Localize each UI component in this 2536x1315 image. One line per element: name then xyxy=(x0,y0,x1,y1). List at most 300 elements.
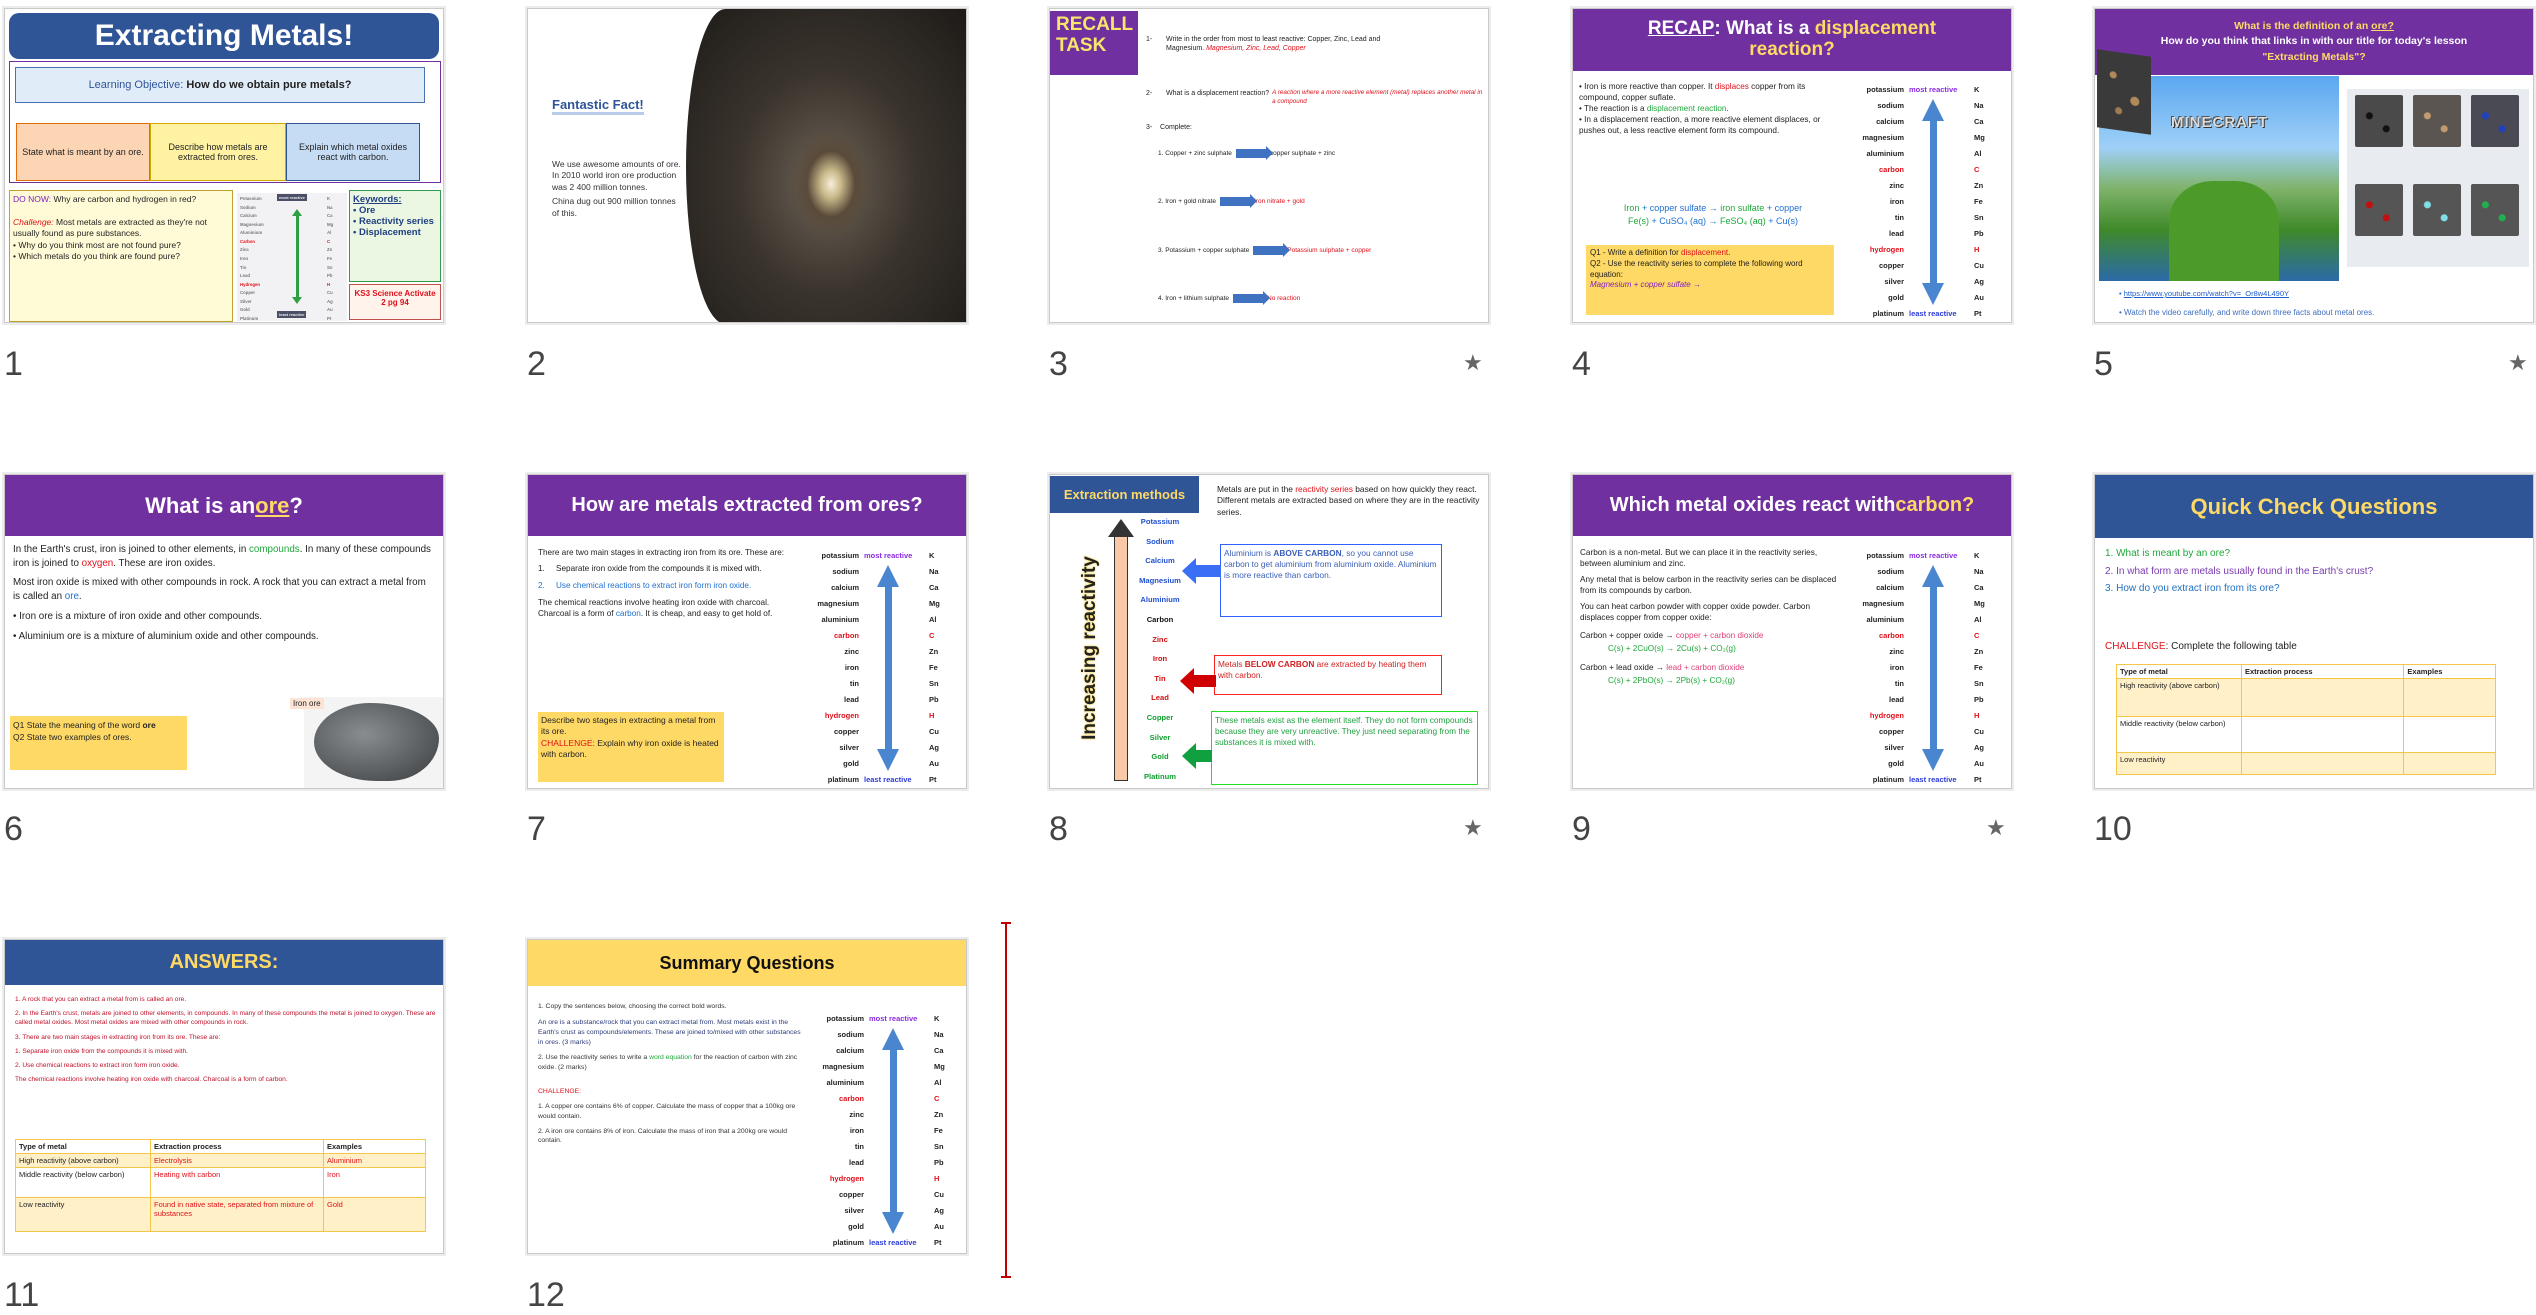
cell: Heating with carbon xyxy=(151,1168,324,1198)
symbol-equation: C(s) + 2CuO(s) → 2Cu(s) + CO₂(g) xyxy=(1608,644,1736,654)
up-arrow-icon xyxy=(877,565,899,587)
slide-thumbnail-9[interactable] xyxy=(1572,474,2012,789)
title-part: "Extracting Metals"? xyxy=(2262,50,2366,63)
text: for the reaction of carbon with zinc oxide. (2 marks) xyxy=(538,1054,798,1072)
metal-symbol: Mg xyxy=(1974,599,1985,608)
metal-name: aluminium xyxy=(826,1078,864,1087)
table-row xyxy=(2117,679,2496,717)
most-reactive-label: most reactive xyxy=(1909,85,1958,94)
eq-part: → xyxy=(1708,203,1718,213)
slide-number: 3 xyxy=(1049,345,1068,383)
outcome-1 xyxy=(16,123,150,181)
metal-name: tin xyxy=(1894,213,1904,222)
metal-name: gold xyxy=(1888,759,1904,768)
metal-name: lead xyxy=(1888,229,1904,238)
cell: High reactivity (above carbon) xyxy=(2117,679,2242,717)
bullet: • In a displacement reaction, a more reactive element displaces, or pushes out, a less reactive element form its compound. xyxy=(1579,115,1821,136)
metal-name: Tin xyxy=(240,264,247,270)
text: compounds xyxy=(249,544,300,555)
title-part: displacement xyxy=(1814,18,1937,40)
slide-number: 12 xyxy=(527,1276,565,1314)
metal-symbol: Ag xyxy=(1974,743,1984,752)
animation-star-icon[interactable]: ★ xyxy=(1463,815,1483,840)
metal-name: aluminium xyxy=(821,615,859,624)
cell xyxy=(2242,717,2404,753)
column-header: Examples xyxy=(324,1140,426,1154)
keyword-text: Displacement xyxy=(358,227,421,238)
title-part: What is an xyxy=(145,492,256,518)
metal-name: Aluminium xyxy=(240,230,263,236)
metal-symbol: Zn xyxy=(327,247,333,253)
text: Q2 - Use the reactivity series to complete the following word equation: xyxy=(1590,258,1803,279)
animation-star-icon[interactable]: ★ xyxy=(1463,350,1483,375)
outcome-2 xyxy=(150,123,286,181)
question-text: What is a displacement reaction? xyxy=(1166,90,1270,97)
metal-symbol: Zn xyxy=(1974,181,1984,190)
text: Magnesium + copper sulfate → xyxy=(1590,280,1701,290)
double-arrow-shaft xyxy=(890,1044,897,1220)
text: . In many of these compounds iron is joined to xyxy=(13,544,431,569)
metal-symbol: Ca xyxy=(929,583,939,592)
cell xyxy=(2404,679,2496,717)
eq-part: + copper xyxy=(1766,203,1803,213)
slide-title: Quick Check Questions xyxy=(2095,475,2533,538)
metal-name: Potassium xyxy=(240,196,262,201)
challenge-text: Most metals are extracted as they're not usually found as pure substances. xyxy=(13,216,207,239)
reactants: 4. Iron + lithium sulphate xyxy=(1158,295,1229,303)
eq-part: + copper sulfate xyxy=(1641,203,1707,213)
diamond-ore-icon xyxy=(2413,184,2461,236)
up-arrow-icon xyxy=(1108,519,1134,537)
metal-symbol: C xyxy=(1974,165,1980,174)
metal-name: Iron xyxy=(240,256,249,261)
video-link[interactable]: https://www.youtube.com/watch?v=_Or8w4L490Y xyxy=(2123,289,2290,298)
answer-text: A reaction where a more reactive element (metal) replaces another metal in a compound xyxy=(1272,89,1483,105)
cell: Low reactivity xyxy=(2117,753,2242,775)
metal-name: Carbon xyxy=(1146,615,1174,624)
text: reactivity series xyxy=(1295,484,1353,494)
metal-name: Carbon xyxy=(240,238,256,244)
metal-symbol: Pb xyxy=(327,273,333,279)
slide-number: 9 xyxy=(1572,810,1591,848)
challenge-label: CHALLENGE: xyxy=(541,737,595,748)
text: Metals are put in the xyxy=(1217,484,1296,494)
metal-name: Copper xyxy=(240,290,256,296)
text: Most iron oxide is mixed with other compounds in rock. A rock that you can extract a metal from is called an xyxy=(13,577,426,603)
metal-name: Calcium xyxy=(1145,556,1175,566)
metal-symbol: Pt xyxy=(929,775,937,784)
equation-4 xyxy=(1158,294,1300,303)
text: Aluminium is xyxy=(1224,548,1274,558)
insertion-cursor xyxy=(1005,922,1007,1278)
metal-name: hydrogen xyxy=(1869,711,1904,720)
text: In the Earth's crust, iron is joined to other elements, in xyxy=(13,544,250,555)
metal-symbol: Al xyxy=(1974,149,1982,158)
bullet: • Why do you think most are not found pure? xyxy=(13,239,181,250)
up-arrow-icon xyxy=(1922,565,1944,587)
answer-text: Iron nitrate + gold xyxy=(1254,198,1305,206)
green-arrow-head xyxy=(1182,743,1196,769)
slide-title: ANSWERS: xyxy=(5,940,443,985)
green-arrow-icon xyxy=(1196,750,1212,762)
most-reactive-label: most reactive xyxy=(279,195,305,200)
metal-symbol: Pt xyxy=(1974,309,1982,318)
eq-part: + CuSO₄ (aq) xyxy=(1651,215,1706,226)
keyword: • Displacement xyxy=(353,227,421,238)
metal-name: Aluminium xyxy=(1140,595,1180,605)
iron-ore-image xyxy=(304,697,444,789)
most-reactive-label: most reactive xyxy=(1909,551,1958,560)
blue-arrow-head xyxy=(1182,558,1196,584)
eq-part: → xyxy=(1708,215,1718,226)
metal-name: platinum xyxy=(827,775,859,784)
metal-name: hydrogen xyxy=(824,711,859,720)
metal-symbol: Au xyxy=(934,1222,944,1231)
metal-name: copper xyxy=(833,727,859,736)
challenge xyxy=(2105,641,2297,652)
metal-symbol: Al xyxy=(934,1078,942,1087)
question-number: 2- xyxy=(1146,90,1153,97)
text: , so you cannot use carbon to get aluminium from aluminium oxide. Aluminium is more reactive than carbon. xyxy=(1224,548,1437,581)
text: displacement xyxy=(1681,248,1729,257)
metal-symbol: Cu xyxy=(934,1190,944,1199)
eq-part: iron sulfate xyxy=(1720,203,1765,213)
metal-name: Gold xyxy=(1151,752,1169,762)
metal-symbol: K xyxy=(1974,85,1980,94)
slide-number: 11 xyxy=(4,1276,40,1314)
double-arrow-shaft xyxy=(1930,581,1937,757)
slide-thumbnail-11[interactable] xyxy=(4,939,444,1254)
metal-name: calcium xyxy=(831,583,859,592)
question-2 xyxy=(1146,89,1486,106)
metal-name: gold xyxy=(843,759,859,768)
metal-symbol: Pt xyxy=(1974,775,1982,784)
metal-symbol: H xyxy=(1974,245,1980,254)
metal-name: magnesium xyxy=(822,1062,864,1071)
metal-name: Potassium xyxy=(1140,517,1180,526)
instruction-text: Watch the video carefully, and write down three facts about metal ores. xyxy=(2124,308,2375,317)
metal-name: copper xyxy=(838,1190,864,1199)
metal-symbol: Zn xyxy=(1974,647,1984,656)
metal-name: magnesium xyxy=(817,599,859,608)
metal-symbol: Sn xyxy=(934,1142,944,1151)
fact-paragraph: We use awesome amounts of ore. In 2010 world iron ore production was 2 400 million tonnes. xyxy=(552,159,681,192)
reference-box: KS3 Science Activate 2 pg 94 xyxy=(349,284,441,320)
metal-name: silver xyxy=(1884,743,1904,752)
text: : Complete the following table xyxy=(2165,641,2297,652)
axis-label: Increasing reactivity xyxy=(1079,556,1100,740)
above-carbon-box xyxy=(1220,544,1442,617)
column-header: Extraction process xyxy=(2242,665,2404,679)
cell: Middle reactivity (below carbon) xyxy=(2117,717,2242,753)
metal-name: carbon xyxy=(1878,631,1904,640)
slide-thumbnail-5[interactable] xyxy=(2094,8,2534,323)
products: copper sulphate + zinc xyxy=(1269,150,1336,158)
slide-number: 6 xyxy=(4,810,23,848)
metal-symbol: Zn xyxy=(934,1110,944,1119)
text: carbon xyxy=(615,609,641,619)
text: 2. Use the reactivity series to write a xyxy=(538,1054,650,1062)
metal-symbol: Pb xyxy=(1974,229,1984,238)
metal-symbol: Zn xyxy=(929,647,939,656)
hill-shape xyxy=(2169,181,2279,281)
answers-text xyxy=(15,995,440,1085)
metal-symbol: Ag xyxy=(1974,277,1984,286)
metal-name: iron xyxy=(1889,663,1904,672)
answer: The chemical reactions involve heating iron oxide with charcoal. Charcoal is a form of carbon. xyxy=(15,1076,288,1084)
text: There are two main stages in extracting iron from its ore. These are: xyxy=(538,548,785,557)
lapis-ore-icon xyxy=(2471,95,2519,147)
metal-name: Magnesium xyxy=(240,221,264,227)
metal-symbol: Pb xyxy=(1974,695,1984,704)
metal-symbol: K xyxy=(327,196,331,201)
metal-symbol: Cu xyxy=(929,727,939,736)
text: An ore is a substance/rock that you can extract metal from. Most metals exist in the Earth's crust as compounds/elements. These are joined to/mixed with other substances in ores. (3 marks) xyxy=(538,1018,801,1046)
answer-text: Potassium sulphate + copper xyxy=(1287,247,1372,255)
answer: 3. There are two main stages in extracting iron from its ore. These are: xyxy=(15,1033,221,1041)
up-arrow-icon xyxy=(292,209,302,216)
bullet-text: Why do you think most are not found pure? xyxy=(18,239,181,250)
table-row xyxy=(16,1168,426,1198)
metal-name: magnesium xyxy=(1862,133,1904,142)
metal-symbol: Cu xyxy=(1974,727,1984,736)
word-equation xyxy=(1577,202,1849,227)
below-carbon-box xyxy=(1214,655,1442,695)
slide-thumbnail-3[interactable] xyxy=(1049,8,1489,323)
metal-name: platinum xyxy=(1872,309,1904,318)
cell xyxy=(2242,679,2404,717)
metal-name: Sodium xyxy=(1146,536,1174,546)
slide-thumbnail-7[interactable] xyxy=(527,474,967,789)
metal-name: copper xyxy=(1878,727,1904,736)
equation-3 xyxy=(1158,246,1371,255)
challenge-label: CHALLENGE: xyxy=(538,1088,582,1096)
ore-block-image xyxy=(2097,49,2151,135)
metal-symbol: Pb xyxy=(929,695,939,704)
fact-text xyxy=(552,159,682,219)
down-arrow-icon xyxy=(1922,283,1944,305)
metal-symbol: Sn xyxy=(327,264,333,270)
metal-name: Hydrogen xyxy=(240,281,261,287)
body-text xyxy=(1580,547,1840,686)
metal-symbol: Au xyxy=(1974,759,1984,768)
metal-symbol: Ag xyxy=(327,298,333,304)
slide-title: Fantastic Fact! xyxy=(552,97,644,115)
lo-text: How do we obtain pure metals? xyxy=(186,79,352,91)
equation-1 xyxy=(1158,149,1335,158)
text: word equation xyxy=(649,1054,692,1062)
metal-symbol: K xyxy=(1974,551,1980,560)
metal-symbol: Na xyxy=(934,1030,944,1039)
cell: Low reactivity xyxy=(16,1198,151,1232)
metal-symbol: K xyxy=(929,551,935,560)
metal-symbol: Pt xyxy=(327,316,332,321)
metal-name: gold xyxy=(1888,293,1904,302)
keywords-box xyxy=(349,190,441,282)
column-header: Extraction process xyxy=(151,1140,324,1154)
text: copper from its compound, copper suflate. xyxy=(1579,82,1806,103)
text: In a displacement reaction, a more reactive element displaces, or pushes out, a less reactive element form its compound. xyxy=(1579,115,1821,136)
animation-star-icon[interactable]: ★ xyxy=(2508,350,2528,375)
metal-name: potassium xyxy=(821,551,859,560)
least-reactive-label: least reactive xyxy=(1909,309,1957,318)
metal-symbol: Fe xyxy=(1974,197,1983,206)
down-arrow-icon xyxy=(1922,749,1944,771)
question-text: Complete: xyxy=(1160,124,1192,131)
answer: 1. A rock that you can extract a metal from is called an ore. xyxy=(15,996,187,1003)
metal-symbol: C xyxy=(929,631,935,640)
question-number: 3- xyxy=(1146,124,1153,131)
metal-name: gold xyxy=(848,1222,864,1231)
metal-name: potassium xyxy=(1866,551,1904,560)
outcome-3 xyxy=(286,123,420,181)
slide-title xyxy=(1573,9,2011,71)
metal-name: Lead xyxy=(1151,693,1169,703)
video-link-item: • https://www.youtube.com/watch?v=_Or8w4L490Y xyxy=(2119,289,2290,298)
label-line: TASK xyxy=(1056,34,1107,56)
challenge-label: Challenge: xyxy=(13,216,54,227)
least-reactive-label: least reactive xyxy=(864,775,912,784)
metal-name: zinc xyxy=(849,1110,864,1119)
cell: Iron xyxy=(324,1168,426,1198)
metal-name: hydrogen xyxy=(829,1174,864,1183)
outcome-text: State what is meant by an ore. xyxy=(22,147,144,157)
slide-thumbnail-6[interactable] xyxy=(4,474,444,789)
text: Metals xyxy=(1218,659,1245,669)
metal-symbol: Na xyxy=(327,204,333,210)
text: Use chemical reactions to extract iron form iron oxide. xyxy=(556,581,752,591)
metal-name: lead xyxy=(848,1158,864,1167)
bullet: • Which metals do you think are found pure? xyxy=(13,251,180,262)
task-box xyxy=(538,712,724,782)
metal-name: Sodium xyxy=(240,204,256,210)
metal-symbol: Al xyxy=(929,615,937,624)
double-arrow-shaft xyxy=(885,581,892,757)
symbol-equation: C(s) + 2PbO(s) → 2Pb(s) + CO₂(g) xyxy=(1608,675,1735,685)
title-part: ? xyxy=(289,492,303,518)
cell: Middle reactivity (below carbon) xyxy=(16,1168,151,1198)
metal-symbol: Ca xyxy=(934,1046,944,1055)
animation-star-icon[interactable]: ★ xyxy=(1986,815,2006,840)
slide-title: Summary Questions xyxy=(528,940,966,986)
question-number: 1- xyxy=(1146,36,1153,43)
red-arrow-head xyxy=(1180,668,1194,694)
recall-task-label xyxy=(1050,11,1138,75)
reactivity-series xyxy=(816,1008,966,1247)
text: 1. A copper ore contains 6% of copper. Calculate the mass of copper that a 100kg ore would contain. xyxy=(538,1102,796,1120)
slide-title: Extracting Metals! xyxy=(94,19,354,52)
metal-symbol: Fe xyxy=(929,663,938,672)
metal-symbol: H xyxy=(327,281,331,287)
text: Carbon is a non-metal. But we can place it in the reactivity series, between aluminium and zinc. xyxy=(1580,548,1818,569)
title-part: How do you think that links in with our title for today's lesson xyxy=(2160,35,2468,48)
metal-name: carbon xyxy=(838,1094,864,1103)
text: oxygen xyxy=(81,557,114,569)
metal-symbol: Mg xyxy=(929,599,940,608)
metal-symbol: Fe xyxy=(327,256,333,261)
do-now-box xyxy=(9,190,233,322)
metal-name: iron xyxy=(849,1126,864,1135)
slide-thumbnail-2[interactable] xyxy=(527,8,967,323)
metal-name: zinc xyxy=(844,647,859,656)
metal-name: zinc xyxy=(1889,181,1904,190)
metal-name: Iron xyxy=(1152,654,1168,664)
text: displaces xyxy=(1714,82,1749,91)
metal-name: silver xyxy=(1884,277,1904,286)
redstone-ore-icon xyxy=(2355,184,2403,236)
slide-thumbnail-4[interactable] xyxy=(1572,8,2012,323)
least-reactive-label: least reactive xyxy=(1909,775,1957,784)
answer-text: No reaction xyxy=(1267,295,1301,303)
slide-number: 7 xyxy=(527,810,546,848)
reactivity-series-mini xyxy=(237,193,347,321)
slide-thumbnail-10[interactable] xyxy=(2094,474,2534,789)
metal-symbol: Sn xyxy=(1974,679,1984,688)
double-arrow-shaft xyxy=(1930,115,1937,291)
keyword-text: Ore xyxy=(358,205,376,216)
unreactive-box: These metals exist as the element itself. They do not form compounds because they are very unreactive. They just need separating from the substances it is mixed with. xyxy=(1211,711,1478,785)
bullet-list xyxy=(1579,81,1841,136)
keyword-text: Reactivity series xyxy=(358,216,434,227)
question-box xyxy=(10,716,187,770)
eq-part: Iron xyxy=(1623,203,1640,213)
slide-number: 8 xyxy=(1049,810,1068,848)
metal-name: Silver xyxy=(1149,732,1171,742)
title-part: carbon? xyxy=(1895,494,1975,516)
cell xyxy=(2404,717,2496,753)
insertion-cursor-cap xyxy=(1001,922,1011,924)
reactivity-series xyxy=(1856,79,2006,318)
metal-symbol: K xyxy=(934,1014,940,1023)
slide-title xyxy=(5,475,443,536)
slide-thumbnail-12[interactable] xyxy=(527,939,967,1254)
metal-name: lead xyxy=(843,695,859,704)
metal-name: sodium xyxy=(837,1030,864,1039)
metal-name: carbon xyxy=(1878,165,1904,174)
text: Describe two stages in extracting a metal from its ore. xyxy=(541,715,716,737)
title-part: What is the definition of an xyxy=(2234,20,2372,33)
metal-name: Zinc xyxy=(240,247,249,253)
keyword: • Reactivity series xyxy=(353,216,434,227)
reactants: 1. Copper + zinc sulphate xyxy=(1158,150,1232,158)
text: . xyxy=(1728,248,1731,257)
metal-symbol: Au xyxy=(929,759,939,768)
metal-name: sodium xyxy=(1877,567,1904,576)
metal-name: copper xyxy=(1878,261,1904,270)
bullet: • Iron is more reactive than copper. It displaces copper from its compound, copper suflate. xyxy=(1579,82,1806,103)
down-arrow-icon xyxy=(877,749,899,771)
metal-name: calcium xyxy=(1876,117,1904,126)
red-arrow-icon xyxy=(1194,675,1216,687)
metal-symbol: Sn xyxy=(1974,213,1984,222)
slide-thumbnail-1[interactable] xyxy=(4,8,444,323)
equation-2 xyxy=(1158,197,1305,206)
arrow-icon xyxy=(1220,197,1250,206)
question-3 xyxy=(1146,123,1192,132)
reactivity-series xyxy=(1856,545,2006,784)
title-part: Which metal oxides react with xyxy=(1609,494,1896,516)
title-banner xyxy=(9,13,439,59)
metal-name: Lead xyxy=(240,273,251,279)
slide-thumbnail-8[interactable] xyxy=(1049,474,1489,789)
metal-symbol: Sn xyxy=(929,679,939,688)
slide-number: 4 xyxy=(1572,345,1591,383)
metal-name: aluminium xyxy=(1866,149,1904,158)
step-1: 1. Separate iron oxide from the compounds it is mixed with. xyxy=(538,564,762,574)
lo-label: Learning Objective: xyxy=(88,79,184,91)
text: Any metal that is below carbon in the reactivity series can be displaced from its compounds by carbon. xyxy=(1580,575,1837,596)
questions xyxy=(2105,547,2373,597)
